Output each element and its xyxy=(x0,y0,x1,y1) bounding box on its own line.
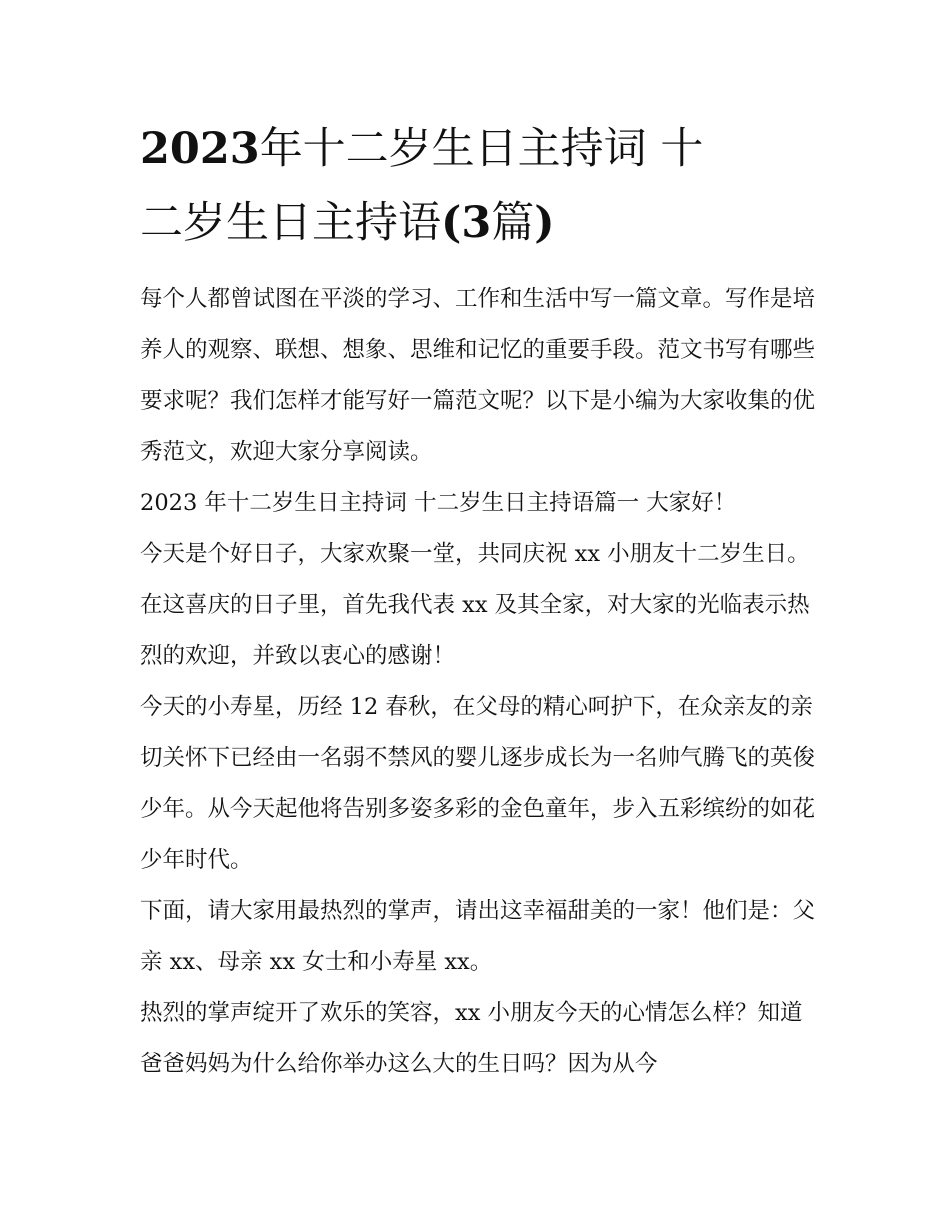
title-line1-text: 年十二岁生日主持词 十 xyxy=(259,124,704,174)
title-line2-text: 二岁生日主持语 xyxy=(140,198,441,248)
title-year: 2023 xyxy=(140,124,260,174)
body-paragraph: 今天的小寿星，历经 12 春秋，在父母的精心呵护下，在众亲友的亲切关怀下已经由一名弱不禁风的婴儿逐步成长为一名帅气腾飞的英俊少年。从今天起他将告别多姿多彩的金色童年，步入五彩缤纷的如花少年时代。 xyxy=(140,694,816,873)
body-paragraph: 热烈的掌声绽开了欢乐的笑容，xx 小朋友今天的心情怎么样？知道爸爸妈妈为什么给你举办这么大的生日吗？因为从今 xyxy=(140,1000,803,1077)
title-count: (3 xyxy=(441,198,492,248)
title-close-paren: ) xyxy=(534,198,555,248)
body-paragraph: 今天是个好日子，大家欢聚一堂，共同庆祝 xx 小朋友十二岁生日。在这喜庆的日子里，首先我代表 xx 及其全家，对大家的光临表示热烈的欢迎，并致以衷心的感谢！ xyxy=(140,541,810,669)
document-title xyxy=(140,112,820,260)
document-body xyxy=(140,274,820,1090)
section-heading-paragraph: 2023 年十二岁生日主持词 十二岁生日主持语篇一 大家好！ xyxy=(140,490,737,516)
body-paragraph: 下面，请大家用最热烈的掌声，请出这幸福甜美的一家！他们是：父亲 xx、母亲 xx 女士和小寿星 xx。 xyxy=(140,898,816,975)
intro-paragraph: 每个人都曾试图在平淡的学习、工作和生活中写一篇文章。写作是培养人的观察、联想、想象、思维和记忆的重要手段。范文书写有哪些要求呢？我们怎样才能写好一篇范文呢？以下是小编为大家收集的优秀范文，欢迎大家分享阅读。 xyxy=(140,286,816,465)
title-line2-unit: 篇 xyxy=(491,198,535,248)
